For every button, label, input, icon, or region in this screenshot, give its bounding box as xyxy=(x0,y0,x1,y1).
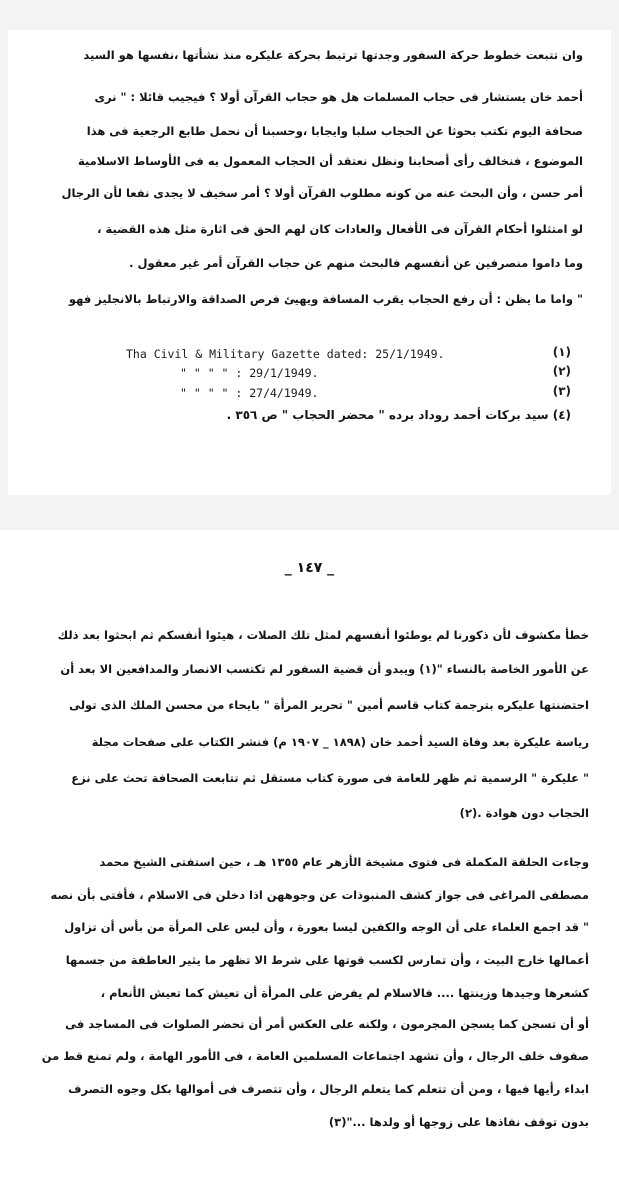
body-text-line: عن الأمور الخاصة بالنساء "(١) ويبدو أن قضية السفور لم تكتسب الانصار والمدافعين الا بعد أن xyxy=(60,662,589,676)
body-text-line: بدون توقف نفاذها على زوجها أو ولدها ..."(٣) xyxy=(328,1115,589,1129)
top-page-scan xyxy=(8,30,611,495)
bottom-page-scan xyxy=(0,530,619,1200)
body-text-line: احتضنتها عليكره بترجمة كتاب قاسم أمين " تحرير المرأة " بايحاء من محسن الملك الذى تولى xyxy=(69,698,589,712)
body-text-line: صحافة اليوم تكتب بحوثا عن الحجاب سلبا وايجابا ،وحسبنا أن نحمل طابع الرجعية فى هذا xyxy=(86,124,583,138)
body-text-line: " واما ما يظن : أن رفع الحجاب يقرب المسافة ويهيئ فرص الصداقة والارتباط بالانجليز فهو xyxy=(68,292,583,306)
footnote-number: (١) xyxy=(552,345,571,359)
body-text-line: الحجاب دون هوادة .(٢) xyxy=(459,806,589,820)
body-text-line: صفوف خلف الرجال ، وأن تشهد اجتماعات المسلمين العامة ، فى الأمور الهامة ، ولم تمنع قط من xyxy=(41,1049,589,1063)
body-text-line: الموضوع ، فنخالف رأى أصحابنا ونظل نعتقد أن الحجاب المعمول به فى الأوساط الاسلامية xyxy=(78,154,583,168)
footnote-text: Tha Civil & Military Gazette dated: 25/1/1949. xyxy=(126,347,445,361)
body-text-line: أعمالها خارج البيت ، وأن تمارس لكسب قوتها على شرط الا تظهر ما يثير العاطفة من جسمها xyxy=(65,953,589,967)
body-text-line: ابداء رأيها فيها ، ومن أن تتعلم كما يتعلم الرجال ، وأن تتصرف فى أموالها بكل وجوه التصرف xyxy=(68,1082,589,1096)
footnote-number: (٣) xyxy=(552,384,571,398)
footnote-text-arabic: (٤) سيد بركات أحمد روداد برده " محضر الحجاب " ص ٣٥٦ . xyxy=(226,408,571,422)
body-text-line: خطأ مكشوف لأن ذكورنا لم يوطئوا أنفسهم لمثل تلك الصلات ، هيئوا أنفسكم ثم ابحثوا بعد ذلك xyxy=(57,628,589,642)
body-text-line: وان تتبعت خطوط حركة السفور وجدتها ترتبط بحركة عليكره منذ نشأتها ،نفسها هو السيد xyxy=(83,48,583,62)
body-text-line: رياسة عليكرة بعد وفاة السيد أحمد خان (١٨٩٨ _ ١٩٠٧ م) فنشر الكتاب على صفحات مجلة xyxy=(91,735,589,749)
page-number: _ ١٤٧ _ xyxy=(284,560,335,576)
body-text-line: " عليكرة " الرسمية ثم ظهر للعامة فى صورة كتاب مستقل ثم تتابعت الصحافة تحث على نزع xyxy=(71,771,589,785)
body-text-line: لو امتثلوا أحكام القرآن فى الأفعال والعادات كان لهم الحق فى اثارة مثل هذه القضية ، xyxy=(97,222,583,236)
body-text-line: كشعرها وجيدها وزينتها .... فالاسلام لم يفرض على المرأة أن تعيش كما تعيش الأنعام ، xyxy=(100,986,589,1000)
body-text-line: مصطفى المراغى فى جواز كشف المنبوذات عن وجوههن اذا دخلن فى الاسلام ، فأفتى بأن نصه xyxy=(50,888,589,902)
footnote-text: " " " " : 29/1/1949. xyxy=(180,366,319,380)
footnote-text: " " " " : 27/4/1949. xyxy=(180,386,319,400)
footnote-number: (٢) xyxy=(552,364,571,378)
body-text-line: أمر حسن ، وأن البحث عنه من كونه مطلوب القرآن أولا ؟ أمر سخيف لا يجدى نفعا لأن الرجال xyxy=(61,186,583,200)
body-text-line: " قد اجمع العلماء على أن الوجه والكفين ليسا بعورة ، وأن ليس على المرأة من بأس أن تزاول xyxy=(64,920,589,934)
body-text-line: أحمد خان يستشار فى حجاب المسلمات هل هو حجاب القرآن أولا ؟ فيجيب قائلا : " نرى xyxy=(94,90,583,104)
body-text-line: أو أن تسجن كما يسجن المجرمون ، ولكنه على العكس أمر أن تحضر الصلوات فى المساجد فى xyxy=(65,1017,589,1031)
body-text-line: وجاءت الحلقة المكملة فى فتوى مشيخة الأزهر عام ١٣٥٥ هـ ، حين استفتى الشيخ محمد xyxy=(99,855,589,869)
body-text-line: وما داموا منصرفين عن أنفسهم فالبحث منهم عن حجاب القرآن أمر غير معقول . xyxy=(129,256,583,270)
